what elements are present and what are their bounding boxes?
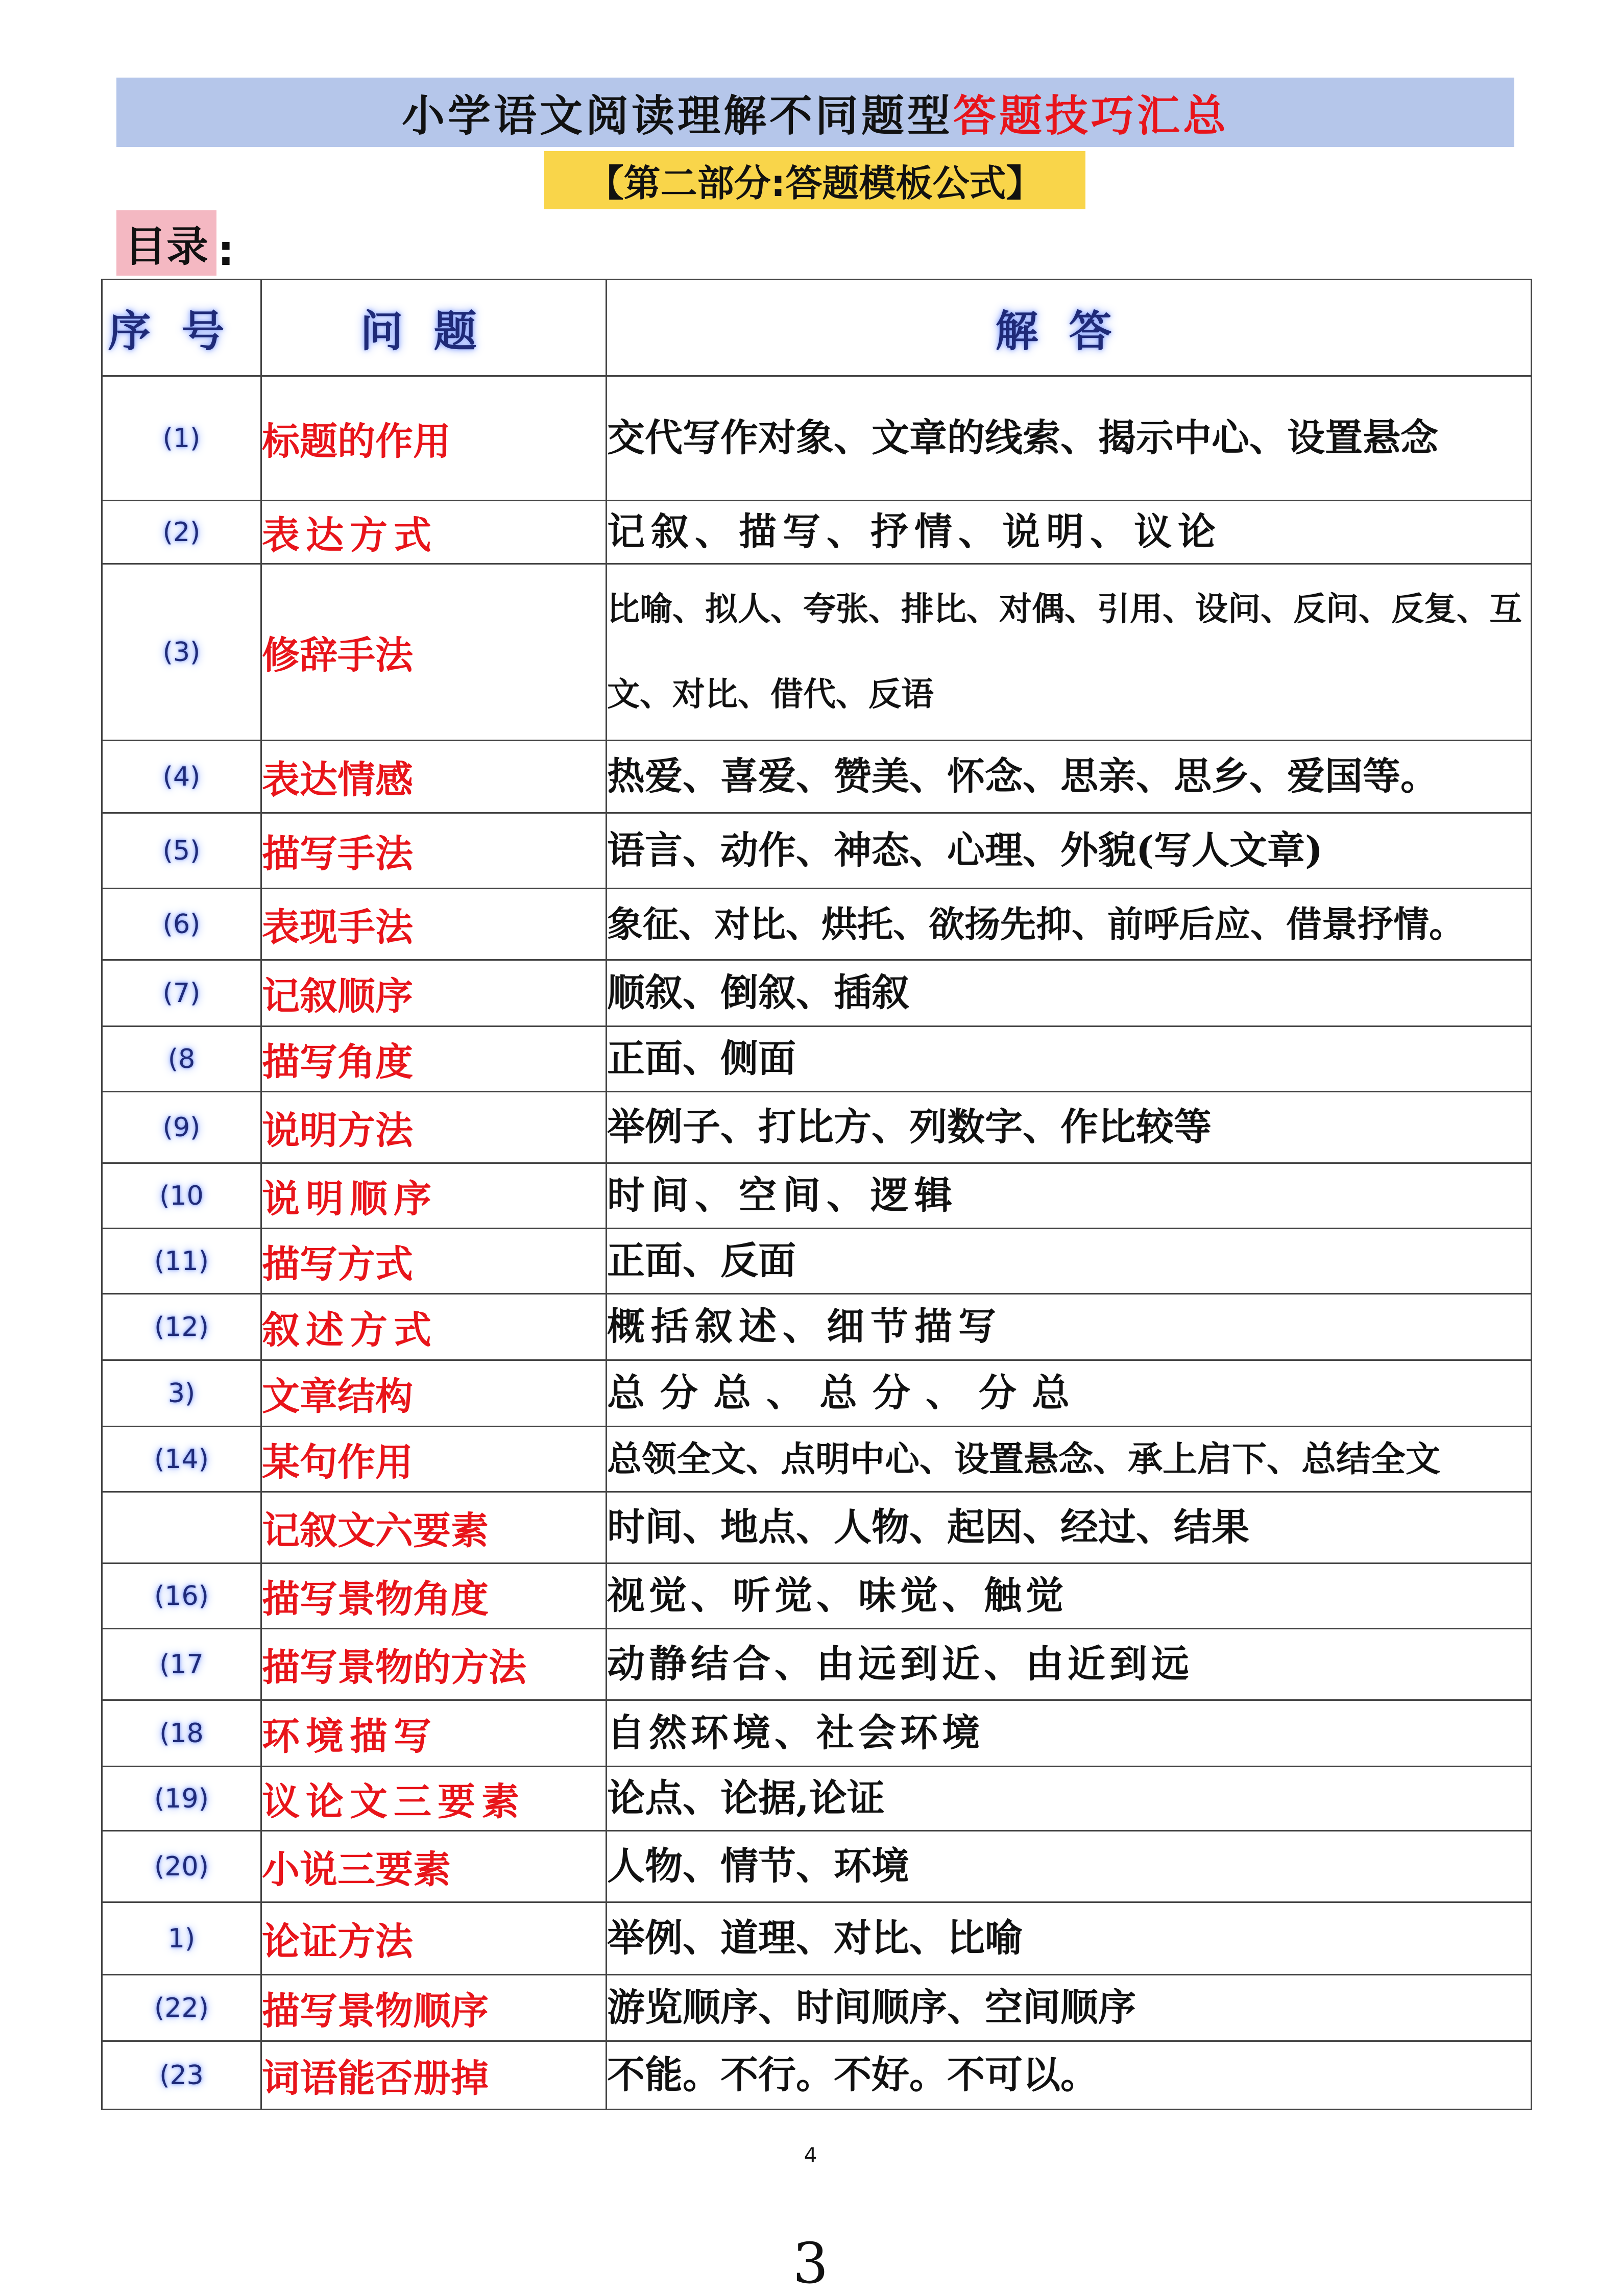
- row-answer: 正面、反面: [607, 1229, 1532, 1294]
- row-answer: 人物、情节、环境: [607, 1831, 1532, 1902]
- row-answer: 正面、侧面: [607, 1027, 1532, 1092]
- row-number: [102, 1492, 261, 1564]
- table-row: [102, 889, 1532, 960]
- table-row: [102, 501, 1532, 564]
- table-row: [102, 1492, 1532, 1564]
- row-number: (18: [102, 1700, 261, 1767]
- table-row: [102, 1427, 1532, 1492]
- row-answer: 不能。不行。不好。不可以。: [607, 2041, 1532, 2110]
- table-row: [102, 960, 1532, 1027]
- table-row: [102, 376, 1532, 501]
- row-answer: 热爱、喜爱、赞美、怀念、思亲、思乡、爱国等。: [607, 741, 1532, 813]
- row-answer: 交代写作对象、文章的线索、揭示中心、设置悬念: [607, 376, 1532, 501]
- title-highlight: 答题技巧汇总: [953, 90, 1229, 141]
- table-header-row: [102, 280, 1532, 376]
- row-question: 标题的作用: [261, 376, 607, 501]
- table-row: [102, 1902, 1532, 1975]
- table-row: [102, 1564, 1532, 1629]
- row-number: 1): [102, 1902, 261, 1975]
- row-answer: 记叙、描写、抒情、说明、议论: [607, 501, 1532, 564]
- column-header-question: 问题: [261, 280, 607, 376]
- row-number: (11): [102, 1229, 261, 1294]
- row-answer: 时间、空间、逻辑: [607, 1163, 1532, 1229]
- row-question: 环境描写: [261, 1700, 607, 1767]
- row-question: 表达方式: [261, 501, 607, 564]
- row-number: (7): [102, 960, 261, 1027]
- table-row: [102, 813, 1532, 889]
- row-question: 描写景物的方法: [261, 1629, 607, 1700]
- row-answer: 举例子、打比方、列数字、作比较等: [607, 1092, 1532, 1163]
- table-row: [102, 1700, 1532, 1767]
- row-number: 3): [102, 1360, 261, 1427]
- row-number: (2): [102, 501, 261, 564]
- row-question: 描写景物顺序: [261, 1975, 607, 2041]
- row-number: (10: [102, 1163, 261, 1229]
- answer-template-table: [101, 279, 1532, 2110]
- row-question: 表达情感: [261, 741, 607, 813]
- row-question: 论证方法: [261, 1902, 607, 1975]
- row-question: 记叙文六要素: [261, 1492, 607, 1564]
- row-question: 描写方式: [261, 1229, 607, 1294]
- row-number: (22): [102, 1975, 261, 2041]
- table-row: [102, 1294, 1532, 1360]
- toc-label: 目录: [116, 210, 216, 276]
- row-number: (5): [102, 813, 261, 889]
- row-question: 记叙顺序: [261, 960, 607, 1027]
- table-row: [102, 1229, 1532, 1294]
- row-number: (4): [102, 741, 261, 813]
- row-question: 议论文三要素: [261, 1767, 607, 1831]
- row-number: (12): [102, 1294, 261, 1360]
- table-row: [102, 1360, 1532, 1427]
- row-question: 修辞手法: [261, 564, 607, 741]
- row-answer: 动静结合、由远到近、由近到远: [607, 1629, 1532, 1700]
- row-answer: 时间、地点、人物、起因、经过、结果: [607, 1492, 1532, 1564]
- column-header-number: 序号: [102, 280, 261, 376]
- row-answer: 游览顺序、时间顺序、空间顺序: [607, 1975, 1532, 2041]
- row-number: (8: [102, 1027, 261, 1092]
- row-number: (20): [102, 1831, 261, 1902]
- title-main: 小学语文阅读理解不同题型: [401, 90, 953, 141]
- column-header-answer: 解答: [607, 280, 1532, 376]
- row-question: 描写角度: [261, 1027, 607, 1092]
- row-answer: 顺叙、倒叙、插叙: [607, 960, 1532, 1027]
- row-question: 描写景物角度: [261, 1564, 607, 1629]
- row-number: (23: [102, 2041, 261, 2110]
- table-row: [102, 1629, 1532, 1700]
- toc-colon: :: [217, 227, 234, 275]
- row-answer: 总领全文、点明中心、设置悬念、承上启下、总结全文: [607, 1427, 1532, 1492]
- table-row: [102, 1027, 1532, 1092]
- table-row: [102, 1975, 1532, 2041]
- page-number-small: 4: [804, 2144, 817, 2167]
- table-row: [102, 564, 1532, 741]
- row-number: (6): [102, 889, 261, 960]
- row-number: (16): [102, 1564, 261, 1629]
- section-subtitle: 【第二部分:答题模板公式】: [544, 151, 1085, 209]
- row-number: (17: [102, 1629, 261, 1700]
- row-question: 叙述方式: [261, 1294, 607, 1360]
- table-row: [102, 1767, 1532, 1831]
- table-row: [102, 741, 1532, 813]
- row-question: 表现手法: [261, 889, 607, 960]
- row-answer: 比喻、拟人、夸张、排比、对偶、引用、设问、反问、反复、互文、对比、借代、反语: [607, 564, 1532, 741]
- row-answer: 概括叙述、细节描写: [607, 1294, 1532, 1360]
- row-number: (1): [102, 376, 261, 501]
- row-number: (3): [102, 564, 261, 741]
- table-row: [102, 1831, 1532, 1902]
- row-number: (19): [102, 1767, 261, 1831]
- row-question: 小说三要素: [261, 1831, 607, 1902]
- table-row: [102, 2041, 1532, 2110]
- row-answer: 自然环境、社会环境: [607, 1700, 1532, 1767]
- table-row: [102, 1092, 1532, 1163]
- row-number: (14): [102, 1427, 261, 1492]
- row-number: (9): [102, 1092, 261, 1163]
- row-answer: 举例、道理、对比、比喻: [607, 1902, 1532, 1975]
- row-answer: 象征、对比、烘托、欲扬先抑、前呼后应、借景抒情。: [607, 889, 1532, 960]
- row-answer: 论点、论据,论证: [607, 1767, 1532, 1831]
- table-row: [102, 1163, 1532, 1229]
- row-question: 文章结构: [261, 1360, 607, 1427]
- row-question: 描写手法: [261, 813, 607, 889]
- row-question: 说明顺序: [261, 1163, 607, 1229]
- row-question: 说明方法: [261, 1092, 607, 1163]
- document-title: [116, 78, 1514, 147]
- row-answer: 视觉、听觉、味觉、触觉: [607, 1564, 1532, 1629]
- row-question: 某句作用: [261, 1427, 607, 1492]
- row-answer: 总分总、总分、分总: [607, 1360, 1532, 1427]
- row-question: 词语能否册掉: [261, 2041, 607, 2110]
- page-number-large: 3: [792, 2231, 829, 2296]
- row-answer: 语言、动作、神态、心理、外貌(写人文章): [607, 813, 1532, 889]
